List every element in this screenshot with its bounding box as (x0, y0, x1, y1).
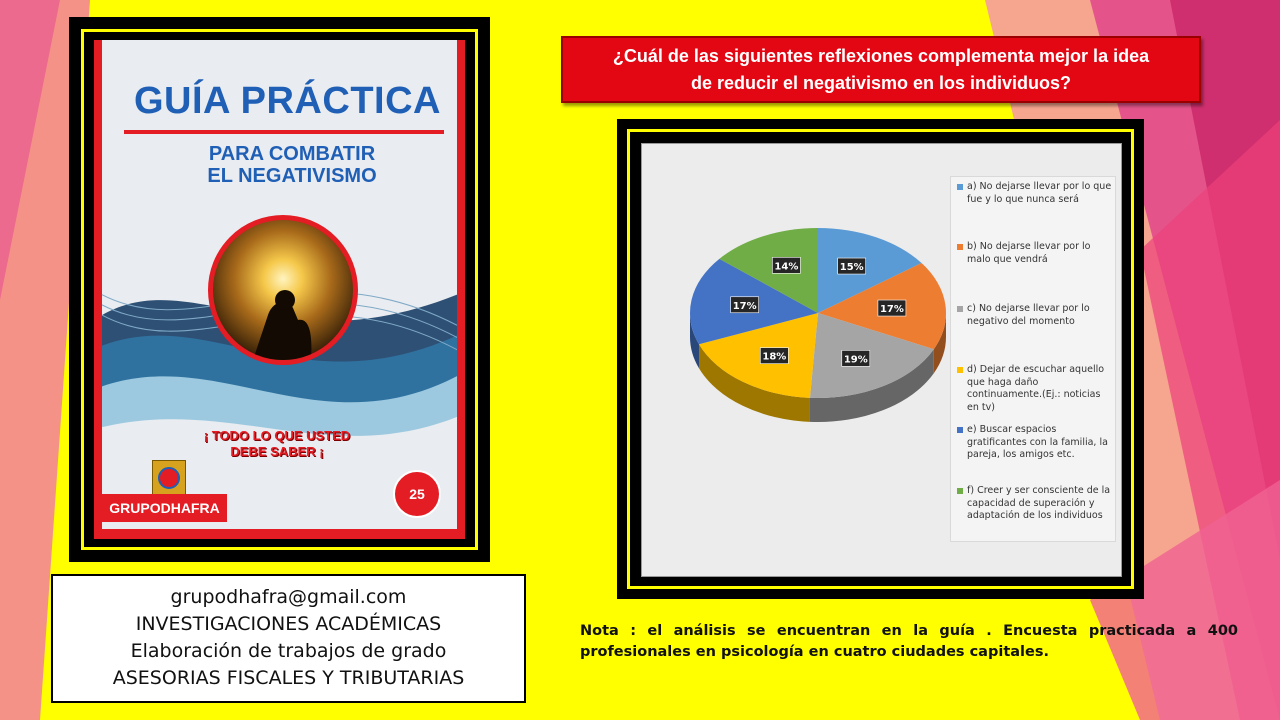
question-line1: ¿Cuál de las siguientes reflexiones complementa mejor la idea (612, 46, 1150, 66)
legend-swatch (957, 244, 963, 250)
svg-text:15%: 15% (839, 262, 864, 274)
legend-label: a) No dejarse llevar por lo que fue y lo que nunca será (967, 181, 1112, 205)
legend-label: f) Creer y ser consciente de la capacidad de superación y adaptación de los individuos (967, 485, 1111, 521)
legend-item-6 (957, 485, 1113, 523)
question-line2: de reducir el negativismo en los individuos? (690, 73, 1072, 93)
legend-item-4 (957, 364, 1113, 414)
cover-number-badge: 25 (393, 470, 441, 518)
book-cover-page (94, 40, 465, 539)
legend-item-5 (957, 424, 1113, 462)
svg-text:14%: 14% (774, 261, 799, 273)
pie-data-label-6 (772, 257, 800, 273)
emblem-icon (152, 460, 186, 496)
book-cover-image (69, 17, 490, 562)
pie-data-label-4 (760, 348, 788, 364)
cover-subtitle-line1: PARA COMBATIR (208, 143, 376, 165)
svg-text:19%: 19% (843, 354, 868, 366)
pie-data-label-1 (838, 258, 866, 274)
legend-swatch (957, 427, 963, 433)
cover-slogan (192, 428, 362, 460)
legend-item-2 (957, 241, 1113, 266)
cover-sunset-photo (208, 215, 358, 365)
chart-legend (950, 176, 1116, 542)
pie-data-label-2 (878, 300, 906, 316)
question-banner (561, 36, 1201, 103)
cover-brand: GRUPODHAFRA (102, 494, 227, 522)
cover-slogan-line1: ¡ TODO LO QUE USTED (203, 428, 351, 443)
svg-text:17%: 17% (879, 304, 904, 316)
legend-swatch (957, 367, 963, 373)
contact-email: grupodhafra@gmail.com (170, 586, 407, 608)
cover-slogan-line2: DEBE SABER ¡ (230, 444, 324, 459)
legend-swatch (957, 306, 963, 312)
cover-title-underline (124, 130, 444, 134)
legend-item-1 (957, 181, 1113, 206)
pie-data-label-3 (842, 350, 870, 366)
legend-label: e) Buscar espacios gratificantes con la familia, la pareja, los amigos etc. (967, 424, 1108, 460)
survey-note: Nota : el análisis se encuentran en la guía . Encuesta practicada a 400 profesionales en psicología en cuatro ciudades capitales. (580, 623, 1238, 660)
legend-swatch (957, 488, 963, 494)
contact-box (51, 574, 526, 703)
cover-subtitle-line2: EL NEGATIVISMO (207, 165, 377, 187)
legend-swatch (957, 184, 963, 190)
legend-label: c) No dejarse llevar por lo negativo del momento (967, 303, 1090, 327)
cover-title: GUÍA PRÁCTICA (134, 80, 441, 122)
contact-line3: ASESORIAS FISCALES Y TRIBUTARIAS (112, 667, 465, 689)
svg-text:18%: 18% (762, 351, 787, 363)
legend-label: d) Dejar de escuchar aquello que haga daño continuamente.(Ej.: noticias en tv) (967, 364, 1105, 413)
legend-label: b) No dejarse llevar por lo malo que vendrá (967, 241, 1091, 265)
contact-line2: Elaboración de trabajos de grado (130, 640, 447, 662)
cover-subtitle (162, 143, 422, 187)
contact-line1: INVESTIGACIONES ACADÉMICAS (135, 613, 442, 635)
legend-item-3 (957, 303, 1113, 328)
svg-text:17%: 17% (732, 300, 757, 312)
pie-data-label-5 (731, 297, 759, 313)
